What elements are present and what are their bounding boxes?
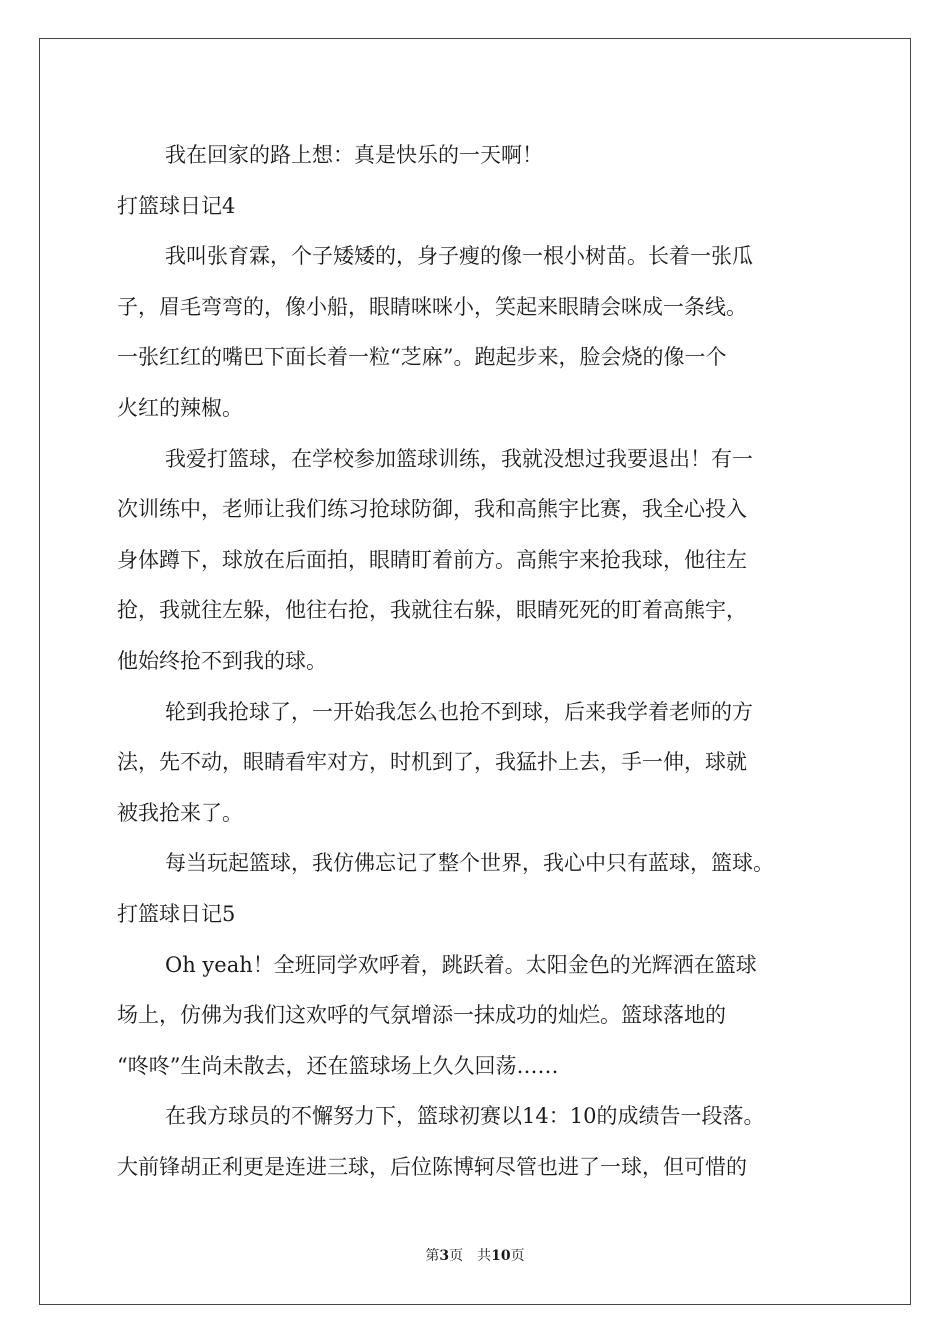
text-line: 在我方球员的不懈努力下，篮球初赛以14：10的成绩告一段落。 (165, 1104, 765, 1129)
text-line: Oh yeah！全班同学欢呼着，跳跃着。太阳金色的光辉洒在篮球 (165, 952, 757, 977)
text-line: 子，眉毛弯弯的，像小船，眼睛咪咪小，笑起来眼睛会咪成一条线。 (117, 294, 747, 319)
text-line: 打篮球日记5 (117, 901, 236, 926)
text-line: 轮到我抢球了，一开始我怎么也抢不到球，后来我学着老师的方 (165, 699, 753, 724)
text-line: “咚咚”生尚未散去，还在篮球场上久久回荡…… (117, 1053, 559, 1078)
page-current: 3 (439, 1248, 450, 1264)
page-unit: 页 (449, 1248, 464, 1264)
text-line: 打篮球日记4 (117, 193, 236, 218)
text-line: 一张红红的嘴巴下面长着一粒“芝麻”。跑起步来，脸会烧的像一个 (117, 345, 727, 370)
text-line: 每当玩起篮球，我仿佛忘记了整个世界，我心中只有蓝球，篮球。 (165, 851, 774, 876)
page-footer (0, 1246, 950, 1266)
text-line: 法，先不动，眼睛看牢对方，时机到了，我猛扑上去，手一伸，球就 (117, 750, 747, 775)
page-prefix: 第 (425, 1248, 440, 1264)
text-line: 我叫张育霖，个子矮矮的，身子瘦的像一根小树苗。长着一张瓜 (165, 244, 753, 269)
text-line: 身体蹲下，球放在后面拍，眼睛盯着前方。高熊宇来抢我球，他往左 (117, 547, 747, 572)
text-line: 场上，仿佛为我们这欢呼的气氛增添一抹成功的灿烂。篮球落地的 (117, 1003, 726, 1028)
text-line: 火红的辣椒。 (117, 395, 243, 420)
text-line: 我在回家的路上想：真是快乐的一天啊！ (165, 143, 543, 167)
text-line: 大前锋胡正利更是连进三球，后位陈博轲尽管也进了一球，但可惜的 (117, 1154, 747, 1179)
page-total: 10 (491, 1248, 511, 1264)
text-line: 次训练中，老师让我们练习抢球防御，我和高熊宇比赛，我全心投入 (117, 497, 747, 522)
text-line: 我爱打篮球，在学校参加篮球训练，我就没想过我要退出！有一 (165, 446, 753, 471)
text-line: 他始终抢不到我的球。 (117, 648, 327, 673)
document-body (117, 130, 837, 1192)
text-line: 被我抢来了。 (117, 800, 243, 825)
total-prefix: 共 (477, 1248, 492, 1264)
total-unit: 页 (510, 1248, 525, 1264)
text-line: 抢，我就往左躲，他往右抢，我就往右躲，眼睛死死的盯着高熊宇， (117, 598, 747, 623)
